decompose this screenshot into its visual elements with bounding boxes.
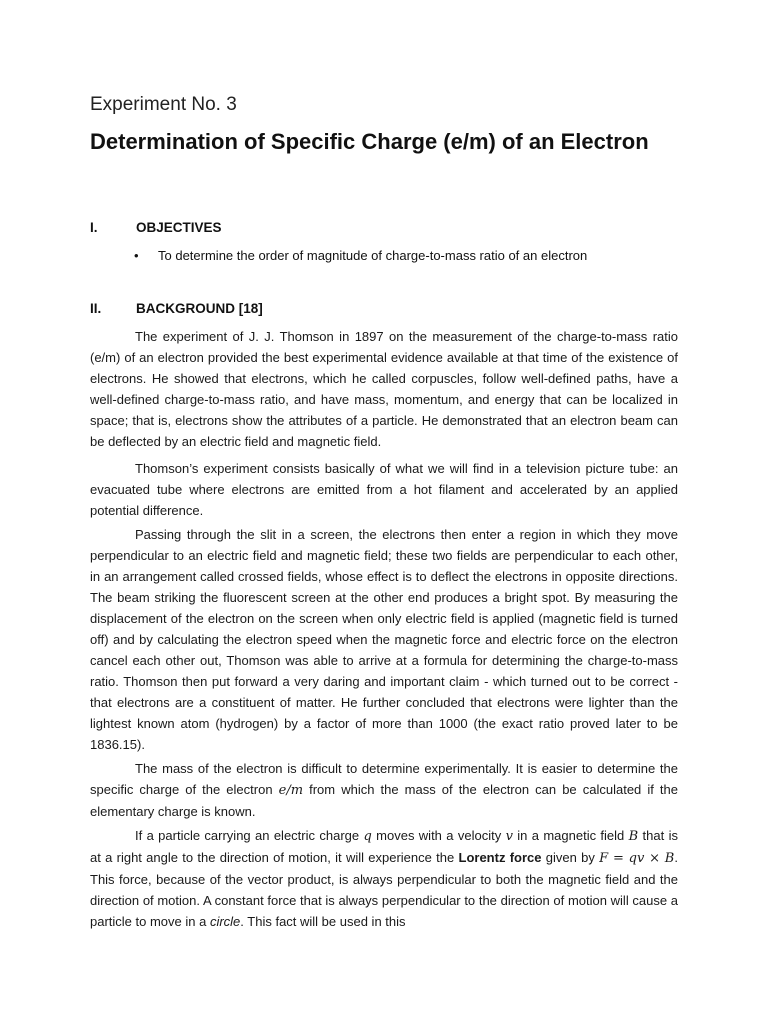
section-number-background: II. (90, 301, 102, 316)
background-paragraph-5 (90, 825, 678, 932)
objective-item: To determine the order of magnitude of charge-to-mass ratio of an electron (158, 248, 588, 263)
magnetic-field-symbol: B (628, 829, 639, 844)
lorentz-force-term: Lorentz force (458, 850, 542, 865)
paragraph-5-text: that is at a right angle to the direction of motion, it will experience the (90, 828, 678, 865)
background-paragraph-2: Thomson’s experiment consists basically of what we will find in a television picture tube: an evacuated tube where electrons are emitted from a hot filament and accelerated by an applied potential difference. (90, 461, 678, 518)
background-paragraph-4 (90, 758, 678, 822)
paragraph-5-text: If a particle carrying an electric charge (135, 828, 364, 843)
background-paragraph-3: Passing through the slit in a screen, the electrons then enter a region in which they move perpendicular to an electric field and magnetic field; these two fields are perpendicular to each other, in an arrangement called crossed fields, whose effect is to deflect the electrons in opposite directions. The beam striking the fluorescent screen at the other end produces a bright spot. By measuring the displacement of the electron on the screen when only electric field is applied (magnetic field is turned off) and by calculating the electron speed when the magnetic force and electric force on the electron cancel each other out, Thomson was able to arrive at a formula for determining the charge-to-mass ratio. Thomson then put forward a very daring and important claim - which turned out to be correct - that electrons are a constituent of matter. He further concluded that electrons were lighter than the lightest known atom (hydrogen) by a factor of more than 1000 (the exact ratio proved later to be 1836.15). (90, 527, 678, 752)
velocity-symbol: v (505, 829, 513, 844)
circle-term: circle (209, 914, 241, 929)
paragraph-4-text-after: from which the mass of the electron can be calculated if the elementary charge is known. (90, 782, 678, 819)
section-number-objectives: I. (90, 220, 98, 235)
paragraph-5-text: given by (541, 850, 600, 865)
charge-symbol: q (363, 829, 372, 844)
paragraph-5-text: . This force, because of the vector product, is always perpendicular to both the magnetic field and the direction of motion. A constant force that is always perpendicular to the direction of motion will cause a particle to move in a (90, 850, 678, 929)
lorentz-equation: F = qv × B (599, 851, 675, 866)
document-title: Determination of Specific Charge (e/m) of an Electron (90, 129, 649, 154)
bullet-icon: • (134, 248, 139, 263)
paragraph-4-text-before: The mass of the electron is difficult to determine experimentally. It is easier to determine the specific charge of the electron (90, 761, 678, 797)
paragraph-5-text: . This fact will be used in this (240, 914, 406, 929)
experiment-number: Experiment No. 3 (90, 94, 237, 115)
section-heading-objectives: OBJECTIVES (136, 220, 222, 235)
paragraph-5-text: moves with a velocity (371, 828, 506, 843)
specific-charge-symbol: e/m (278, 783, 304, 798)
section-heading-background: BACKGROUND [18] (136, 301, 263, 316)
background-paragraph-1: The experiment of J. J. Thomson in 1897 on the measurement of the charge-to-mass ratio (e/m) of an electron provided the best experimental evidence available at that time of the existence of electrons. He showed that electrons, which he called corpuscles, follow well-defined paths, have a well-defined charge-to-mass ratio, and have mass, momentum, and energy that can be localized in space; that is, electrons show the attributes of a particle. He demonstrated that an electron beam can be deflected by an electric field and magnetic field. (90, 329, 678, 449)
paragraph-5-text: in a magnetic field (512, 828, 629, 843)
